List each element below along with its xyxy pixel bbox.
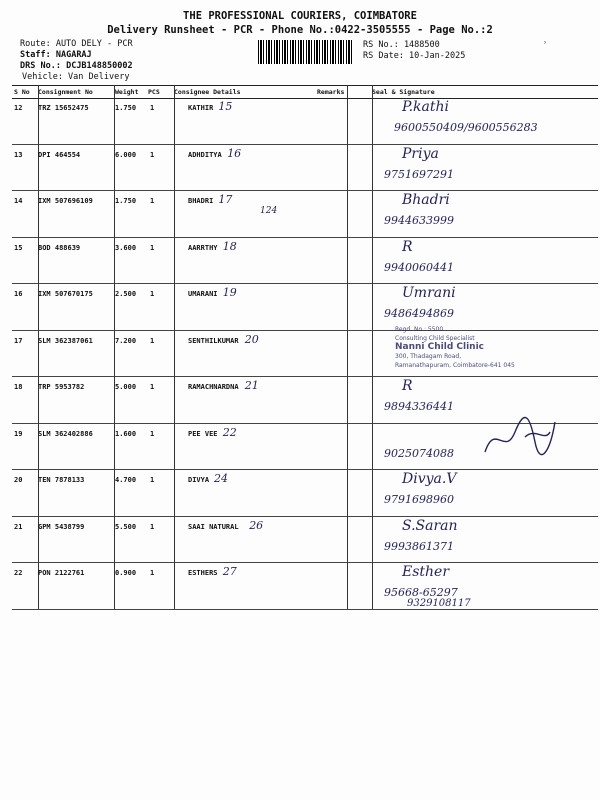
row-consignment: TRP 5953782	[38, 383, 85, 391]
handwritten-number: 22	[222, 425, 237, 439]
row-consignment: PON 2122761	[38, 569, 85, 577]
handwritten-phone: 9025074088	[384, 446, 454, 460]
handwritten-phone: 9894336441	[384, 400, 454, 413]
handwritten-number: 21	[244, 379, 259, 392]
row-consignment: BOD 488639	[38, 243, 81, 252]
signature: R	[402, 378, 413, 394]
drs-label: DRS No.:	[20, 61, 61, 71]
stamp-address: 300, Thadagam Road,	[395, 353, 462, 360]
row-weight: 0.900	[115, 569, 137, 577]
col-remarks: Remarks	[317, 88, 345, 96]
handwritten-number: 24	[214, 472, 228, 485]
row-pcs: 1	[150, 569, 155, 577]
row-weight: 1.750	[115, 197, 137, 205]
drs-line	[20, 61, 133, 71]
drs-number: DCJB148850002	[66, 61, 133, 71]
handwritten-phone: 9600550409/9600556283	[394, 121, 538, 134]
staff-label: Staff:	[20, 50, 51, 60]
route-text: Route: AUTO DELY - PCR	[20, 39, 133, 49]
signature: Divya.V	[402, 471, 457, 487]
table-row	[12, 144, 598, 192]
col-sno: S No	[14, 88, 30, 96]
row-sno: 12	[14, 104, 23, 112]
handwritten-number: 19	[222, 286, 237, 299]
row-pcs: 1	[150, 336, 155, 345]
row-consignee: KATHIR	[188, 104, 214, 112]
col-consignment: Consignment No	[38, 88, 93, 96]
row-consignee: SAAI NATURAL	[188, 522, 239, 531]
table-row	[12, 562, 598, 610]
row-pcs: 1	[150, 197, 155, 205]
row-sno: 15	[14, 243, 23, 252]
row-weight: 2.500	[115, 290, 137, 298]
staff-name: NAGARAJ	[55, 50, 92, 60]
signature: Bhadri	[402, 192, 450, 208]
table-row	[12, 283, 598, 331]
handwritten-phone-2: 9329108117	[407, 598, 471, 609]
handwritten-number: 26	[249, 518, 264, 532]
row-sno: 18	[14, 383, 23, 391]
row-consignee: SENTHILKUMAR	[188, 336, 239, 345]
handwritten-phone: 9940060441	[384, 260, 454, 274]
row-pcs: 1	[150, 522, 155, 531]
table-row	[12, 516, 598, 564]
row-consignment: GPM 5438799	[38, 522, 85, 531]
row-sno: 20	[14, 476, 23, 484]
col-consignee: Consignee Details	[174, 88, 241, 96]
row-weight: 5.500	[115, 522, 137, 531]
table-row	[12, 237, 598, 285]
handwritten-number: 17	[218, 193, 233, 206]
col-weight: Weight	[115, 88, 139, 96]
signature: S.Saran	[402, 517, 458, 534]
row-weight: 7.200	[115, 336, 137, 345]
row-pcs: 1	[150, 243, 155, 252]
handwritten-phone: 9791698960	[384, 493, 454, 506]
barcode	[258, 40, 354, 64]
row-pcs: 1	[150, 429, 155, 438]
row-pcs: 1	[150, 150, 155, 159]
row-consignment: DPI 464554	[38, 150, 81, 159]
signature: R	[402, 238, 413, 255]
col-seal: Seal & Signature	[372, 88, 435, 96]
vehicle-text: Vehicle: Van Delivery	[22, 72, 130, 82]
row-consignee: BHADRI	[188, 197, 214, 205]
table-row	[12, 190, 598, 238]
row-sno: 21	[14, 522, 23, 531]
signature: Umrani	[402, 285, 456, 301]
row-pcs: 1	[150, 383, 155, 391]
handwritten-phone: 9751697291	[384, 167, 454, 181]
row-consignment: SLM 362387061	[38, 336, 93, 345]
stamp-clinic-name: Nanni Child Clinic	[395, 342, 484, 352]
row-consignee: UMARANI	[188, 290, 218, 298]
signature: P.kathi	[402, 99, 449, 115]
row-consignee: PEE VEE	[188, 429, 218, 438]
table-row	[12, 469, 598, 517]
row-consignment: IXM 507696109	[38, 197, 93, 205]
row-consignee: DIVYA	[188, 476, 210, 484]
row-sno: 14	[14, 197, 23, 205]
stamp-regd: Regd. No.: 5500	[395, 326, 444, 333]
row-consignment: IXM 507670175	[38, 290, 93, 298]
staff-line	[20, 50, 92, 60]
handwritten-phone: 95668-65297	[384, 586, 458, 599]
handwritten-number: 18	[222, 239, 237, 253]
row-weight: 6.000	[115, 150, 137, 159]
row-consignee: AARRTHY	[188, 243, 218, 252]
clinic-stamp	[395, 325, 545, 400]
stamp-city: Ramanathapuram, Coimbatore-641 045	[395, 362, 515, 369]
corner-mark: ˒	[542, 38, 549, 49]
handwritten-phone: 9486494869	[384, 307, 454, 320]
row-sno: 17	[14, 336, 23, 345]
row-consignment: SLM 362402886	[38, 429, 93, 438]
signature-scribble	[480, 412, 560, 462]
row-weight: 1.750	[115, 104, 137, 112]
runsheet-subtitle: Delivery Runsheet - PCR - Phone No.:0422-3505555 - Page No.:2	[107, 24, 493, 36]
row-weight: 5.000	[115, 383, 137, 391]
row-pcs: 1	[150, 104, 155, 112]
handwritten-phone: 9993861371	[384, 539, 454, 553]
handwritten-number: 15	[218, 100, 233, 113]
row-consignee: RAMACHNARDNA	[188, 383, 239, 391]
row-sno: 22	[14, 569, 23, 577]
row-sno: 19	[14, 429, 23, 438]
signature: Esther	[402, 564, 450, 580]
rs-date: RS Date: 10-Jan-2025	[363, 51, 466, 61]
row-consignee: ESTHERS	[188, 569, 218, 577]
row-consignment: TEN 7878133	[38, 476, 85, 484]
row-sno: 16	[14, 290, 23, 298]
col-pcs: PCS	[148, 88, 160, 96]
row-weight: 4.700	[115, 476, 137, 484]
company-title: THE PROFESSIONAL COURIERS, COIMBATORE	[183, 10, 417, 22]
row-weight: 1.600	[115, 429, 137, 438]
row-pcs: 1	[150, 290, 155, 298]
handwritten-number: 16	[227, 146, 242, 160]
handwritten-number: 20	[244, 332, 259, 346]
row-consignment: TRZ 15652475	[38, 104, 89, 112]
row-pcs: 1	[150, 476, 155, 484]
rs-number: RS No.: 1488500	[363, 40, 440, 50]
table-row	[12, 97, 598, 145]
handwritten-note: 124	[260, 206, 278, 216]
handwritten-phone: 9944633999	[384, 214, 454, 227]
row-consignee: ADHDITYA	[188, 150, 222, 159]
row-weight: 3.600	[115, 243, 137, 252]
signature: Priya	[402, 145, 439, 162]
row-sno: 13	[14, 150, 23, 159]
handwritten-number: 27	[222, 565, 237, 578]
stamp-specialist: Consulting Child Specialist	[395, 335, 475, 342]
